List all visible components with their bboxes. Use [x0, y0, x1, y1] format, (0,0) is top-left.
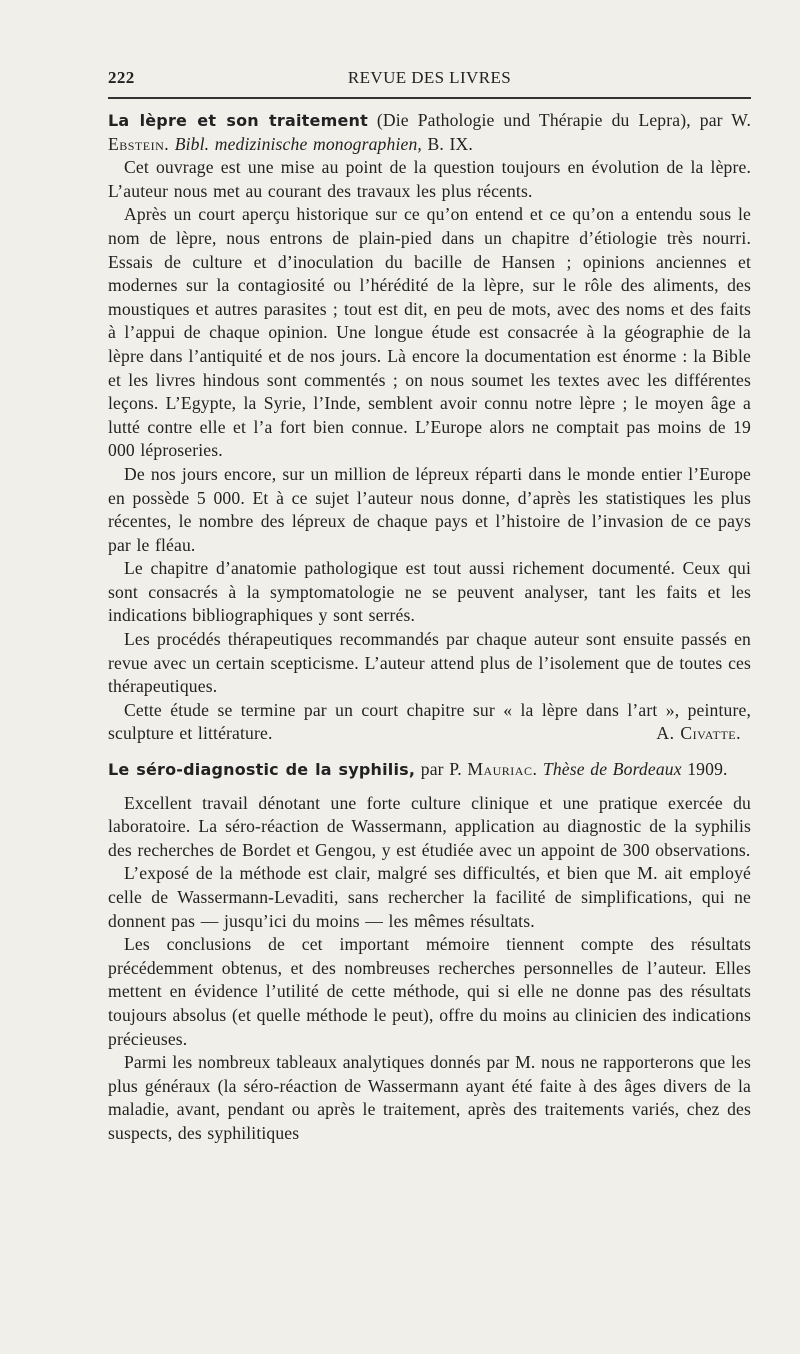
paragraph: Après un court aperçu historique sur ce qu’on entend et ce qu’on a entendu sous le nom de lèpre, nous entrons de plain-pied dans un chapitre d’étiologie très nourri. Essais de culture et d’inoculation du bacille de Hansen ; opinions anciennes et modernes sur la contagiosité ou l’hérédité de la lèpre, sur le rôle des aliments, des moustiques et autres parasites ; tout est dit, en peu de mots, avec des noms et des faits à l’appui de chaque opinion. Une longue étude est consacrée à la géographie de la lèpre dans l’antiquité et de nos jours. Là encore la documentation est énorme : la Bible et les livres hindous sont commentés ; on nous soumet les textes avec les différentes leçons. L’Egypte, la Syrie, l’Inde, semblent avoir connu notre lèpre ; le moyen âge a lutté contre elle et l’a fort bien connue. L’Europe alors ne comptait pas moins de 19 000 léproseries.: [108, 204, 751, 461]
heading-gap: [108, 782, 751, 792]
thesis-year: 1909.: [687, 759, 728, 780]
review-lepre: [108, 109, 751, 746]
reviewer-signature: A. Civatte.: [656, 723, 741, 744]
running-header: [108, 62, 751, 92]
journal-title: REVUE DES LIVRES: [347, 68, 512, 87]
paragraph: Excellent travail dénotant une forte culture clinique et une pratique exercée du laboratoire. La séro-réaction de Wassermann, application au diagnostic de la syphilis des recherches de Bordet et Gengou, y est étudiée avec un appoint de 300 observations.: [108, 792, 751, 860]
author-prefix: par P.: [420, 759, 462, 780]
paragraph-text: Cette étude se termine par un court chapitre sur « la lèpre dans l’art », peinture, sculpture et littérature.: [108, 699, 751, 744]
series-name: Bibl. medizinische monographien,: [174, 133, 422, 154]
review-heading: [108, 758, 751, 782]
paragraph: Les conclusions de cet important mémoire tiennent compte des résultats précédemment obtenus, et des nombreuses recherches personnelles de l’auteur. Elles mettent en évidence l’utilité de cette méthode, qui si elle ne donne pas des résultats toujours absolus (et quelle méthode le peut), offre du moins au clinicien des indications précieuses.: [108, 934, 751, 1049]
paragraph: Les procédés thérapeutiques recommandés par chaque auteur sont ensuite passés en revue avec un certain scepticisme. L’auteur attend plus de l’isolement que de toutes ces thérapeutiques.: [108, 629, 751, 697]
author-name: Mauriac.: [467, 759, 538, 780]
paragraph: Cet ouvrage est une mise au point de la question toujours en évolution de la lèpre. L’auteur nous met au courant des travaux les plus récents.: [108, 157, 751, 201]
author-name: Ebstein.: [108, 133, 170, 154]
series-volume: B. IX.: [427, 133, 473, 154]
author-prefix: par W.: [699, 110, 751, 130]
paragraph: Parmi les nombreux tableaux analytiques donnés par M. nous ne rapporterons que les plus généraux (la séro-réaction de Wassermann ayant été faite à des âges divers de la maladie, avant, pendant ou après le traitement, après des traitements variés, chez des suspects, des syphilitiques: [108, 1052, 751, 1143]
review-heading: [108, 109, 751, 156]
header-rule: [108, 97, 751, 99]
page-number: 222: [108, 68, 135, 87]
page: [108, 62, 751, 1146]
paragraph-with-signature: [108, 699, 751, 746]
book-title: La lèpre et son traitement: [108, 111, 368, 130]
paragraph: L’exposé de la méthode est clair, malgré ses difficultés, et bien que M. ait employé celle de Wassermann-Levaditi, sans rechercher la facilité de simplifications, qui ne donnent pas — jusqu’ici du moins — les mêmes résultats.: [108, 863, 751, 931]
paragraph: Le chapitre d’anatomie pathologique est tout aussi richement documenté. Ceux qui sont consacrés à la symptomatologie ne se peuvent analyser, tant les faits et les indications bibliographiques y sont serrés.: [108, 558, 751, 626]
book-title: Le séro-diagnostic de la syphilis,: [108, 760, 416, 780]
thesis-source: Thèse de Bordeaux: [542, 759, 682, 780]
book-subtitle: (Die Pathologie und Thérapie du Lepra),: [376, 110, 691, 130]
paragraph: De nos jours encore, sur un million de lépreux réparti dans le monde entier l’Europe en possède 5 000. Et à ce sujet l’auteur nous donne, d’après les statistiques les plus récentes, le nombre des lépreux de chaque pays et l’histoire de l’invasion de ce pays par le fléau.: [108, 463, 751, 555]
review-syphilis: [108, 758, 751, 1146]
section-spacer: [108, 746, 751, 758]
